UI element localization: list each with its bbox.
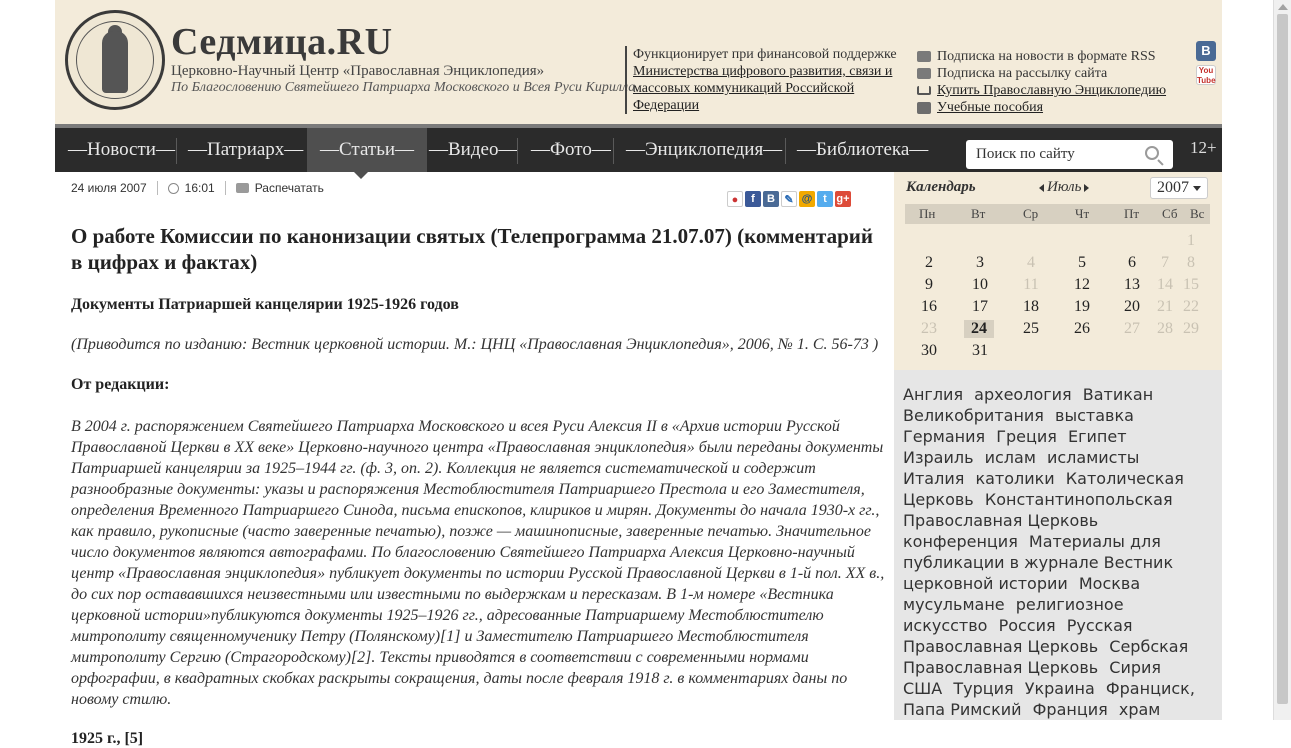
weekday: Чт xyxy=(1075,206,1090,221)
article xyxy=(71,223,886,748)
calendar-day[interactable]: 25 xyxy=(1023,320,1039,337)
sidebar xyxy=(894,172,1222,720)
article-body: В 2004 г. распоряжением Святейшего Патриарха Московского и всея Руси Алексия II в «Архив истории Русской Православной Церкви в XX веке» Церковно-научного центра «Православная энциклопедия» были переданы документы Патриаршей канцелярии за 1925–1944 гг. (ф. 3, оп. 2). Коллекция не является систематической и содержит разнообразные документы: указы и распоряжения Местоблюстителя Патриаршего Престола и его Заместителя, определения Временного Патриаршего Синода, письма епископов, клириков и мирян. Документы до начала 1930-х гг., как правило, рукописные (часто заверенные печатью), позже — машинописные, заверенные печатью. Значительное число документов являются автографами. По благословению Святейшего Патриарха Алексия Церковно-научный центр «Православная энциклопедия» публикует документы по истории Русской Православной Церкви в 1-й пол. XX в., до сих пор остававшихся неизвестными или известными по выдержкам и пересказам. В 1-м номере «Вестника церковной истории»публикуются документы 1925–1926 гг., адресованные Патриаршему Местоблюстителю митрополиту священномученику Петру (Полянскому)[1] и Заместителю Патриаршего Местоблюстителя митрополиту Сергию (Страгородскому)[2]. Тексты приводятся в соответствии с современными нормами орфографии, в квадратных скобках раскрыты сокращения, даты после февраля 1918 г. в комментариях даны по новому стилю. xyxy=(71,418,885,708)
tag-link[interactable]: Греция xyxy=(996,427,1057,446)
mail-subscribe[interactable] xyxy=(917,65,1166,82)
calendar-year: 2007 xyxy=(1157,179,1189,196)
buy-encyclopedia-link[interactable]: Купить Православную Энциклопедию xyxy=(937,83,1167,98)
tag-link[interactable]: Турция xyxy=(953,679,1014,698)
scrollbar[interactable] xyxy=(1273,0,1291,720)
rss-subscribe[interactable] xyxy=(917,48,1166,65)
site-subtitle: Церковно-Научный Центр «Православная Энциклопедия» xyxy=(171,63,545,79)
calendar-day[interactable]: 6 xyxy=(1128,254,1136,271)
calendar-day[interactable]: 28 xyxy=(1157,320,1173,337)
tag-cloud xyxy=(894,376,1222,720)
tag-link[interactable]: Сербская Православная Церковь xyxy=(903,637,1189,677)
nav-active-indicator xyxy=(354,172,368,179)
calendar-day[interactable]: 7 xyxy=(1161,254,1169,271)
support-intro: Функционирует при финансовой поддержке xyxy=(633,47,897,62)
tag-link[interactable]: ислам xyxy=(984,448,1036,467)
search-input[interactable] xyxy=(966,140,1136,169)
weekday: Пт xyxy=(1124,206,1140,221)
page xyxy=(55,0,1222,747)
calendar-day[interactable]: 19 xyxy=(1074,298,1090,315)
tag-link[interactable]: исламисты xyxy=(1046,448,1140,467)
tag-link[interactable]: Материалы для публикации в журнале Вестник церковной истории xyxy=(903,532,1174,593)
mail-icon xyxy=(917,68,931,79)
news-share-icon[interactable]: ● xyxy=(727,191,743,207)
nav-encyclopedia[interactable]: —Энциклопедия— xyxy=(626,139,783,160)
tag-link[interactable]: США xyxy=(903,679,943,698)
twitter-icon[interactable]: t xyxy=(817,191,833,207)
article-meta xyxy=(71,181,324,195)
tag-link[interactable]: религиозное искусство xyxy=(903,595,1124,635)
tag-link[interactable]: археология xyxy=(974,385,1072,404)
calendar-day[interactable]: 23 xyxy=(921,320,937,337)
books-icon xyxy=(917,102,931,114)
share-bar xyxy=(727,191,851,207)
article-heading: Документы Патриаршей канцелярии 1925-1926 годов xyxy=(71,296,459,313)
calendar-day[interactable]: 27 xyxy=(1124,320,1140,337)
site-blessing: По Благословению Святейшего Патриарха Московского и Всея Руси Кирилла xyxy=(171,80,636,95)
header-links xyxy=(917,48,1166,116)
article-title: О работе Комиссии по канонизации святых (Телепрограмма 21.07.07) (комментарий в цифрах и фактах) xyxy=(71,224,873,274)
calendar-day[interactable]: 11 xyxy=(1023,276,1039,293)
search-box[interactable] xyxy=(966,140,1173,169)
tag-link[interactable]: Русская Православная Церковь xyxy=(903,616,1133,656)
nav-articles[interactable]: —Статьи— xyxy=(307,128,427,172)
calendar-day[interactable]: 8 xyxy=(1187,254,1195,271)
weekday: Вт xyxy=(971,206,986,221)
calendar-day[interactable]: 5 xyxy=(1078,254,1086,271)
source-note: (Приводится по изданию: Вестник церковной истории. М.: ЦНЦ «Православная Энциклопедия», 2006, № 1. С. 56-73 ) xyxy=(71,336,879,353)
calendar-day[interactable]: 18 xyxy=(1023,298,1039,315)
tag-link[interactable]: конференция xyxy=(903,532,1018,551)
tag-link[interactable]: Москва xyxy=(1078,574,1141,593)
weekday: Сб xyxy=(1162,206,1178,221)
youtube-icon[interactable]: You Tube xyxy=(1197,66,1216,85)
nav-patriarch[interactable]: —Патриарх— xyxy=(188,139,304,160)
calendar-day[interactable]: 21 xyxy=(1157,298,1173,315)
calendar-month: Июль xyxy=(1047,179,1082,195)
tag-link[interactable]: Израиль xyxy=(903,448,974,467)
textbooks[interactable] xyxy=(917,99,1166,116)
buy-encyclopedia[interactable] xyxy=(917,82,1166,99)
calendar-day[interactable]: 26 xyxy=(1074,320,1090,337)
site-title[interactable]: Седмица.RU xyxy=(171,21,393,63)
calendar-month-switch xyxy=(1039,179,1089,196)
clock-icon xyxy=(168,183,179,194)
tag-link[interactable]: Германия xyxy=(903,427,986,446)
calendar-day[interactable]: 2 xyxy=(925,254,933,271)
editor-heading: От редакции: xyxy=(71,376,170,393)
calendar-title: Календарь xyxy=(906,179,976,195)
rss-label[interactable]: Подписка на новости в формате RSS xyxy=(937,49,1156,64)
calendar-widget xyxy=(894,172,1222,370)
tag-link[interactable]: храм xyxy=(1118,700,1161,719)
nav-video[interactable]: —Видео— xyxy=(429,139,518,160)
calendar-day[interactable]: 16 xyxy=(921,298,937,315)
tag-link[interactable]: Ватикан xyxy=(1082,385,1154,404)
tag-link[interactable]: Сирия xyxy=(1109,658,1162,677)
print-icon[interactable] xyxy=(236,183,249,193)
facebook-icon[interactable]: f xyxy=(745,191,761,207)
tag-link[interactable]: Франциск, Папа Римский xyxy=(903,679,1195,719)
calendar-day[interactable]: 1 xyxy=(1187,232,1195,249)
article-section-heading: 1925 г., [5] xyxy=(71,730,144,747)
nav-news[interactable]: —Новости— xyxy=(68,139,175,160)
tag-link[interactable]: мусульмане xyxy=(903,595,1005,614)
calendar-day[interactable]: 13 xyxy=(1124,276,1140,293)
google-plus-icon[interactable]: g+ xyxy=(836,193,850,205)
vk-icon[interactable]: B xyxy=(1196,41,1216,61)
print-link[interactable]: Распечатать xyxy=(254,181,324,195)
weekday: Пн xyxy=(919,206,936,221)
next-month-icon[interactable] xyxy=(1084,184,1089,192)
calendar-day[interactable]: 22 xyxy=(1183,298,1199,315)
support-notice xyxy=(625,46,905,114)
calendar-day[interactable]: 14 xyxy=(1157,276,1173,293)
tag-link[interactable]: Египет xyxy=(1067,427,1127,446)
rss-icon xyxy=(917,51,931,62)
calendar-day[interactable]: 9 xyxy=(925,276,933,293)
calendar-day[interactable]: 24 xyxy=(964,320,994,338)
tag-link[interactable]: Англия xyxy=(903,385,964,404)
calendar-day[interactable]: 10 xyxy=(972,276,988,293)
livejournal-icon[interactable]: ✎ xyxy=(781,191,797,207)
calendar-day[interactable]: 15 xyxy=(1183,276,1199,293)
cart-icon xyxy=(917,86,931,95)
tag-link[interactable]: католики xyxy=(975,469,1055,488)
tag-link[interactable]: Католическая Церковь xyxy=(903,469,1184,509)
mail-label[interactable]: Подписка на рассылку сайта xyxy=(937,66,1108,81)
tag-link[interactable]: выставка xyxy=(1055,406,1134,425)
nav-library[interactable]: —Библиотека— xyxy=(797,139,929,160)
tag-link[interactable]: Россия xyxy=(998,616,1056,635)
calendar-day[interactable]: 20 xyxy=(1124,298,1140,315)
scrollbar-thumb[interactable] xyxy=(1277,14,1288,704)
site-header xyxy=(55,0,1222,124)
scroll-up-icon[interactable] xyxy=(1278,4,1288,10)
logo-seal-icon[interactable] xyxy=(65,10,165,110)
nav-photo[interactable]: —Фото— xyxy=(531,139,611,160)
article-date: 24 июля 2007 xyxy=(71,181,147,195)
calendar-weekdays xyxy=(905,204,1210,224)
prev-month-icon[interactable] xyxy=(1039,184,1044,192)
calendar-year-select[interactable] xyxy=(1150,177,1208,199)
article-time: 16:01 xyxy=(184,181,215,195)
vkontakte-icon[interactable]: B xyxy=(763,191,779,207)
main-nav xyxy=(55,124,1222,172)
age-rating: 12+ xyxy=(1190,138,1217,157)
tag-link[interactable]: Украина xyxy=(1024,679,1095,698)
chevron-down-icon xyxy=(1193,186,1201,191)
tag-link[interactable]: Константинопольская Православная Церковь xyxy=(903,490,1173,530)
mail-share-icon[interactable]: @ xyxy=(799,191,815,207)
weekday: Ср xyxy=(1023,206,1039,221)
calendar-day[interactable]: 29 xyxy=(1183,320,1199,337)
calendar-day[interactable]: 30 xyxy=(921,342,937,359)
search-icon[interactable] xyxy=(1145,146,1159,160)
calendar-day[interactable]: 4 xyxy=(1027,254,1035,271)
tag-link[interactable]: Великобритания xyxy=(903,406,1044,425)
calendar-day[interactable]: 12 xyxy=(1074,276,1090,293)
textbooks-link[interactable]: Учебные пособия xyxy=(937,100,1044,115)
calendar-day[interactable]: 31 xyxy=(972,342,988,359)
tag-link[interactable]: Франция xyxy=(1032,700,1108,719)
tag-link[interactable]: Италия xyxy=(903,469,965,488)
calendar-day[interactable]: 3 xyxy=(976,254,984,271)
support-ministry-link[interactable]: Министерства цифрового развития, связи и массовых коммуникаций Российской Федерации xyxy=(633,64,893,113)
calendar-day[interactable]: 17 xyxy=(972,298,988,315)
weekday: Вс xyxy=(1190,206,1205,221)
